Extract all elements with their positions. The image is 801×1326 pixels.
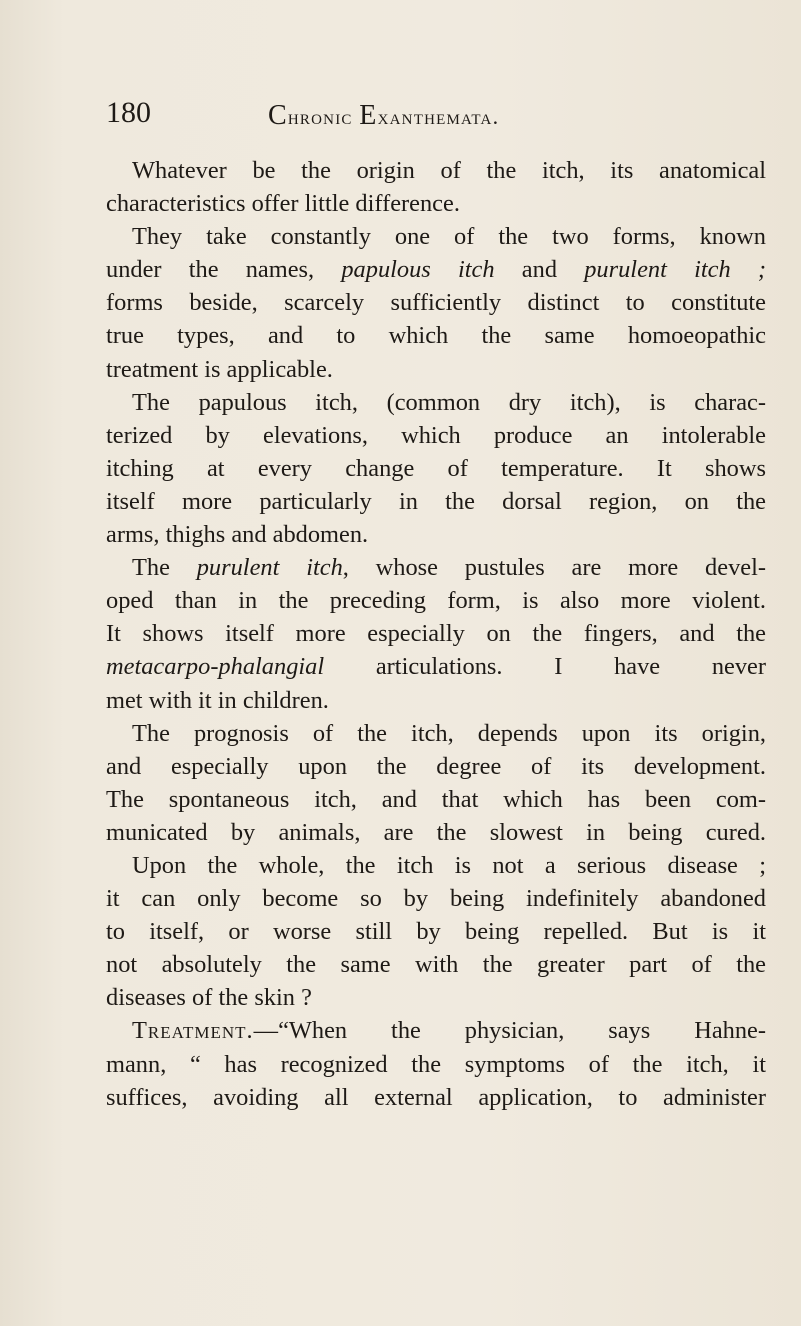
text-line: The spontaneous itch, and that which has been com- bbox=[106, 785, 766, 813]
text-line: met with it in children. bbox=[106, 686, 329, 714]
body-text bbox=[106, 154, 766, 1114]
text-line: They take constantly one of the two forms, known bbox=[132, 223, 766, 251]
text-line bbox=[106, 1014, 766, 1047]
running-head-initial-2: E bbox=[359, 100, 378, 131]
italic-term: purulent itch bbox=[196, 554, 343, 582]
text-line: characteristics offer little difference. bbox=[106, 190, 460, 218]
text-line: it can only become so by being indefinitely abandoned bbox=[106, 885, 766, 913]
text-line: Upon the whole, the itch is not a serious disease ; bbox=[132, 851, 766, 879]
text-run: and bbox=[494, 256, 585, 284]
text-line: mann, “ has recognized the symptoms of the itch, it bbox=[106, 1050, 766, 1078]
text-line bbox=[106, 650, 766, 683]
text-line: forms beside, scarcely sufficiently distinct to constitute bbox=[106, 289, 766, 317]
text-run: articulations. I have never bbox=[324, 653, 766, 681]
text-line: true types, and to which the same homoeopathic bbox=[106, 322, 766, 350]
text-line: suffices, avoiding all external application, to administer bbox=[106, 1083, 766, 1111]
text-line: The papulous itch, (common dry itch), is charac- bbox=[132, 388, 766, 416]
text-line bbox=[106, 253, 766, 286]
text-line: diseases of the skin ? bbox=[106, 984, 312, 1012]
text-line: Whatever be the origin of the itch, its anatomical bbox=[132, 157, 766, 184]
running-head-word-1: hronic bbox=[287, 104, 353, 129]
text-line: itching at every change of temperature. It shows bbox=[106, 454, 766, 482]
page-number: 180 bbox=[106, 96, 151, 129]
text-run: The bbox=[132, 554, 197, 582]
text-line: It shows itself more especially on the fingers, and the bbox=[106, 620, 766, 648]
italic-term: metacarpo-phalangial bbox=[106, 653, 325, 681]
text-line: not absolutely the same with the greater part of the bbox=[106, 951, 766, 979]
text-run: under the names, bbox=[106, 256, 342, 284]
text-line: treatment is applicable. bbox=[106, 355, 333, 383]
italic-term: papulous itch bbox=[341, 256, 495, 284]
italic-term: purulent itch ; bbox=[584, 256, 766, 284]
text-run: , whose pustules are more devel- bbox=[342, 554, 766, 582]
running-head-initial-1: C bbox=[268, 100, 288, 131]
text-line: oped than in the preceding form, is also more violent. bbox=[106, 587, 766, 615]
section-heading: Treatment. bbox=[132, 1017, 254, 1045]
running-head bbox=[268, 100, 499, 132]
running-head-word-2: xanthemata. bbox=[377, 104, 500, 129]
text-line: municated by animals, are the slowest in being cured. bbox=[106, 818, 766, 846]
text-run: —“When the physician, says Hahne- bbox=[253, 1017, 766, 1045]
text-line: terized by elevations, which produce an intolerable bbox=[106, 421, 766, 449]
text-line: to itself, or worse still by being repelled. But is it bbox=[106, 918, 766, 946]
text-line: The prognosis of the itch, depends upon its origin, bbox=[132, 719, 766, 747]
text-line: and especially upon the degree of its development. bbox=[106, 752, 766, 780]
page-header bbox=[106, 96, 786, 140]
text-line: arms, thighs and abdomen. bbox=[106, 521, 369, 549]
text-line: itself more particularly in the dorsal region, on the bbox=[106, 487, 766, 515]
text-line bbox=[106, 551, 766, 584]
